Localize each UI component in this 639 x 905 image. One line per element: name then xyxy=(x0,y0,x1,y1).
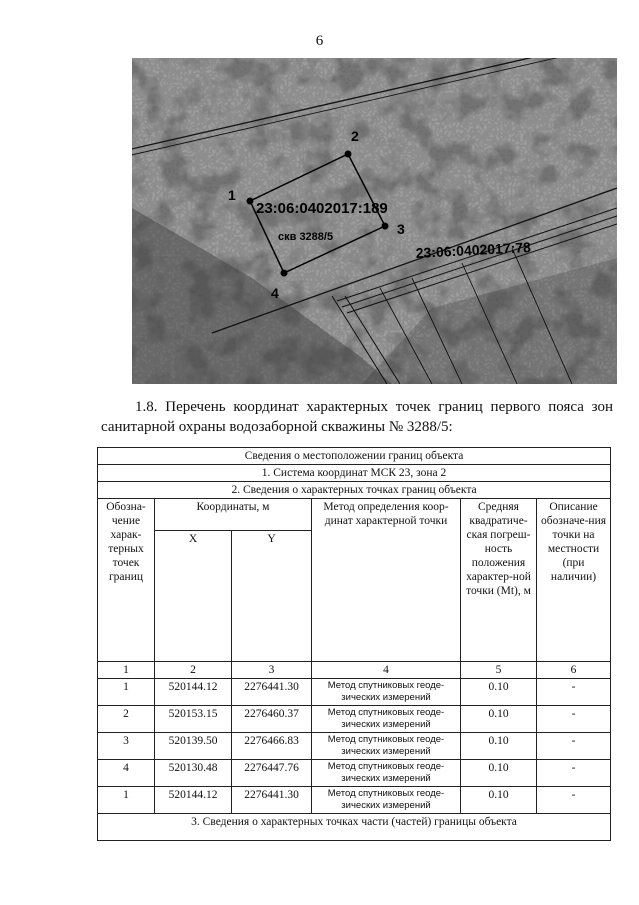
cell-method: Метод спутниковых геоде-зических измерений xyxy=(312,787,461,814)
cell-error: 0.10 xyxy=(461,706,537,733)
cell-description: - xyxy=(537,679,611,706)
cell-description: - xyxy=(537,706,611,733)
cell-x: 520139.50 xyxy=(155,733,232,760)
point-label-1: 1 xyxy=(228,187,236,203)
cell-x: 520153.15 xyxy=(155,706,232,733)
table-row xyxy=(98,787,611,814)
cell-y: 2276447.76 xyxy=(232,760,312,787)
header-error: Средняя квадратиче-ская погреш-ность положения характер-ной точки (Mt), м xyxy=(461,499,537,662)
cell-x: 520144.12 xyxy=(155,787,232,814)
header-point-designation: Обозна-чение харак-терных точек границ xyxy=(98,499,155,662)
section-part-boundary-points: 3. Сведения о характерных точках части (частей) границы объекта xyxy=(98,814,611,841)
cell-description: - xyxy=(537,733,611,760)
section-coordinate-system: 1. Система координат МСК 23, зона 2 xyxy=(98,465,611,482)
cell-y: 2276466.83 xyxy=(232,733,312,760)
section-boundary-points: 2. Сведения о характерных точках границ объекта xyxy=(98,482,611,499)
cell-error: 0.10 xyxy=(461,679,537,706)
header-method: Метод определения коор-динат характерной точки xyxy=(312,499,461,662)
cell-method: Метод спутниковых геоде-зических измерений xyxy=(312,679,461,706)
cell-x: 520130.48 xyxy=(155,760,232,787)
header-coordinates: Координаты, м xyxy=(155,499,312,531)
point-marker-4 xyxy=(281,270,288,277)
cell-method: Метод спутниковых геоде-зических измерений xyxy=(312,706,461,733)
column-number: 2 xyxy=(155,662,232,679)
column-number: 1 xyxy=(98,662,155,679)
map-canvas xyxy=(132,58,617,384)
cell-error: 0.10 xyxy=(461,733,537,760)
cell-error: 0.10 xyxy=(461,787,537,814)
cell-description: - xyxy=(537,760,611,787)
cell-y: 2276441.30 xyxy=(232,679,312,706)
cell-x: 520144.12 xyxy=(155,679,232,706)
table-row xyxy=(98,733,611,760)
point-marker-3 xyxy=(382,223,389,230)
cell-point: 4 xyxy=(98,760,155,787)
header-description: Описание обозначе-ния точки на местности (при наличии) xyxy=(537,499,611,662)
parcel-label-189: 23:06:0402017:189 xyxy=(256,200,388,217)
object-label: скв 3288/5 xyxy=(278,231,334,243)
section-caption: 1.8. Перечень координат характерных точек границ первого пояса зон санитарной охраны водозаборной скважины № 3288/5: xyxy=(101,399,613,435)
page-number: 6 xyxy=(315,33,324,49)
point-label-4: 4 xyxy=(271,285,279,301)
coordinates-table xyxy=(97,447,611,841)
point-marker-2 xyxy=(345,151,352,158)
point-label-2: 2 xyxy=(351,128,359,144)
cell-error: 0.10 xyxy=(461,760,537,787)
cell-method: Метод спутниковых геоде-зических измерений xyxy=(312,760,461,787)
cell-y: 2276441.30 xyxy=(232,787,312,814)
satellite-map xyxy=(132,58,617,384)
table-row xyxy=(98,679,611,706)
table-title: Сведения о местоположении границ объекта xyxy=(98,448,611,465)
cell-y: 2276460.37 xyxy=(232,706,312,733)
parcel-label-78: 23:06:0402017:78 xyxy=(415,238,532,261)
column-number: 5 xyxy=(461,662,537,679)
header-y: Y xyxy=(232,531,312,662)
table-row xyxy=(98,706,611,733)
point-label-3: 3 xyxy=(397,221,405,237)
cell-point: 1 xyxy=(98,787,155,814)
header-x: X xyxy=(155,531,232,662)
cell-method: Метод спутниковых геоде-зических измерений xyxy=(312,733,461,760)
table-row xyxy=(98,760,611,787)
point-marker-1 xyxy=(247,198,254,205)
cell-point: 3 xyxy=(98,733,155,760)
cell-point: 2 xyxy=(98,706,155,733)
cell-point: 1 xyxy=(98,679,155,706)
column-number: 4 xyxy=(312,662,461,679)
cell-description: - xyxy=(537,787,611,814)
column-number: 6 xyxy=(537,662,611,679)
column-number: 3 xyxy=(232,662,312,679)
